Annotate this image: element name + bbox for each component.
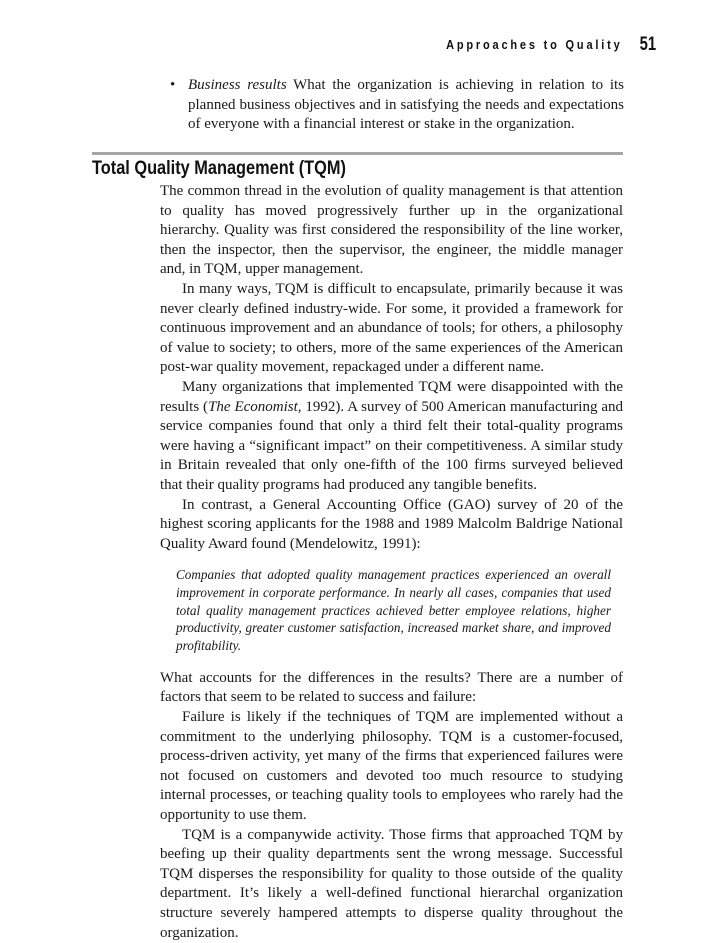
bullet-term: Business results bbox=[188, 77, 287, 93]
citation-title: The Economist bbox=[208, 398, 298, 415]
bullet-text: What the organization is achieving in relation to its planned business objectives and in satisfying the needs and expectations of everyone with a financial interest or stake in the organization. bbox=[188, 77, 624, 132]
paragraph: In many ways, TQM is difficult to encapsulate, primarily because it was never clearly defined industry-wide. For some, it provided a framework for continuous improvement and an abundance of tools; for others, a philosophy of value to society; to others, more of the same experiences of the American post-war quality movement, repackaged under a different name. bbox=[160, 280, 623, 376]
paragraph: Many organizations that implemented TQM were disappointed with the results (The Economist, 1992). A survey of 500 American manufacturing and service companies found that only a third felt their total-quality programs were having a “significant impact” on their competitiveness. A similar study in Britain revealed that only one-fifth of the 100 firms surveyed believed that their quality programs had produced any tangible benefits. bbox=[160, 378, 623, 493]
paragraph: In contrast, a General Accounting Office (GAO) survey of 20 of the highest scoring applicants for the 1988 and 1989 Malcolm Baldrige National Quality Award found (Mendelowitz, 1991): bbox=[160, 496, 623, 552]
block-quote: Companies that adopted quality management practices experienced an overall improvement in corporate performance. In nearly all cases, companies that used total quality management practices achieved better employee relations, higher productivity, greater customer satisfaction, increased market share, and improved profitability. bbox=[176, 567, 611, 654]
section-rule bbox=[92, 152, 623, 155]
paragraph: What accounts for the differences in the results? There are a number of factors that seem to be related to success and failure: bbox=[160, 669, 623, 706]
page-number: 51 bbox=[639, 34, 656, 55]
running-head bbox=[0, 36, 715, 58]
paragraph: The common thread in the evolution of quality management is that attention to quality has moved progressively further up in the organizational hierarchy. Quality was first considered the responsibility of the line worker, then the inspector, then the supervisor, the engineer, the middle manager and, in TQM, upper management. bbox=[160, 183, 623, 278]
section-body bbox=[160, 182, 623, 943]
section-heading: Total Quality Management (TQM) bbox=[92, 158, 346, 179]
bullet-item-business-results bbox=[170, 76, 624, 135]
running-head-title: Approaches to Quality bbox=[446, 38, 623, 52]
paragraph: Failure is likely if the techniques of TQM are implemented without a commitment to the underlying philosophy. TQM is a customer-focused, process-driven activity, yet many of the firms that experienced failures were not focused on customers and devoted too much resource to studying internal processes, or teaching quality tools to employees who rarely had the opportunity to use them. bbox=[160, 708, 623, 823]
paragraph: TQM is a companywide activity. Those firms that approached TQM by beefing up their quality departments sent the wrong message. Successful TQM disperses the responsibility for quality to those outside of the quality department. It’s likely a well-defined functional hierarchal organization structure severely hampered attempts to disperse quality throughout the organization. bbox=[160, 826, 623, 941]
bullet-icon: • bbox=[170, 77, 176, 93]
